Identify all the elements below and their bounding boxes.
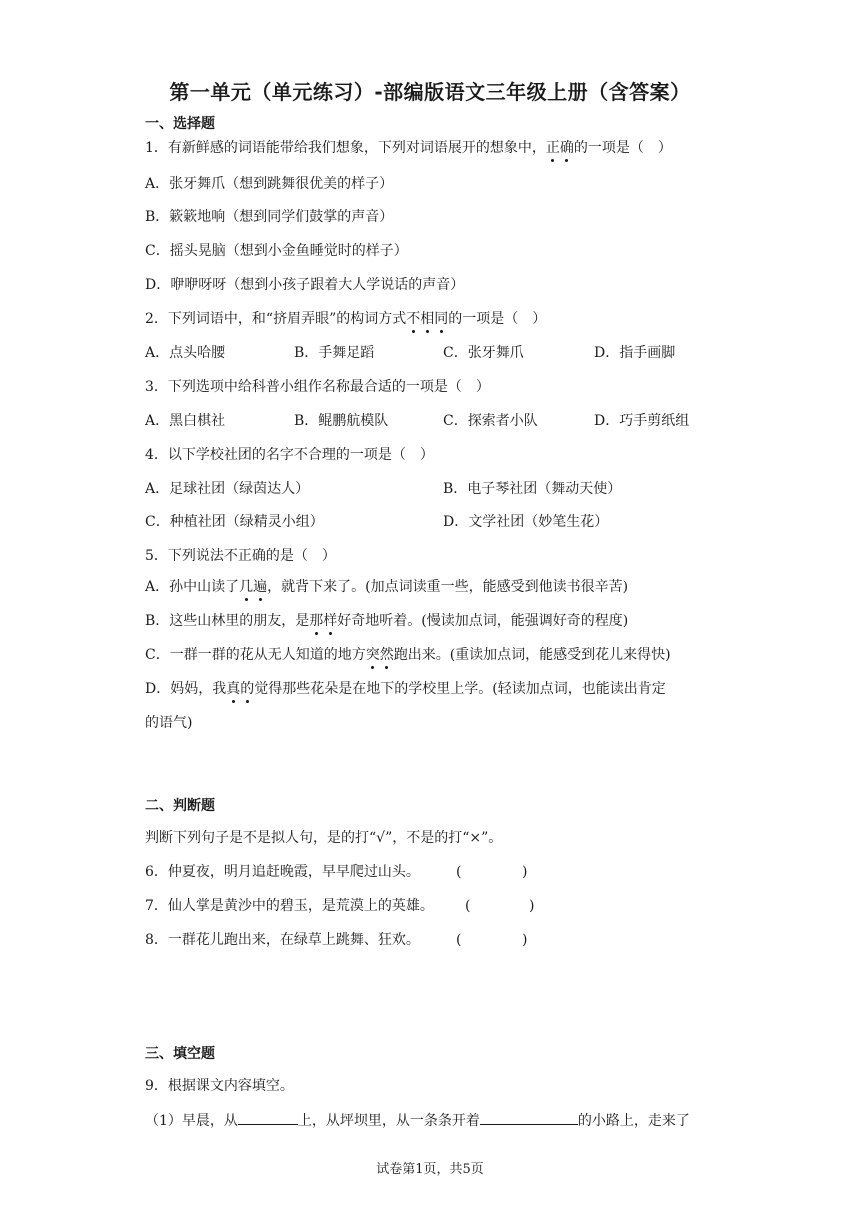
question-3-option-a: A．黑白棋社 bbox=[145, 413, 226, 429]
question-4-option-a: A．足球社团（绿茵达人） bbox=[145, 481, 310, 497]
answer-paren-8-close: ) bbox=[522, 932, 528, 948]
answer-paren-7-close: ) bbox=[529, 898, 535, 914]
judgement-instruction: 判断下列句子是不是拟人句，是的打“√”，不是的打“×”。 bbox=[145, 830, 503, 846]
question-4-option-b: B．电子琴社团（舞动天使） bbox=[443, 481, 622, 497]
page-title: 第一单元（单元练习）-部编版语文三年级上册（含答案） bbox=[169, 80, 691, 104]
question-2-option-c: C．张牙舞爪 bbox=[443, 345, 524, 361]
question-1-option-c: C．摇头晃脑（想到小金鱼睡觉时的样子） bbox=[145, 243, 408, 259]
question-7: 7．仙人掌是黄沙中的碧玉，是荒漠上的英雄。 bbox=[145, 898, 434, 914]
question-1-option-b: B．簌簌地响（想到同学们鼓掌的声音） bbox=[145, 209, 394, 225]
question-4-option-d: D．文学社团（妙笔生花） bbox=[443, 514, 609, 530]
question-4-option-c: C．种植社团（绿精灵小组） bbox=[145, 514, 324, 530]
question-9-1: （1）早晨，从 上，从坪坝里，从一条条开着 的小路上，走来了 bbox=[145, 1110, 690, 1131]
question-5-stem: 5．下列说法不正确的是（ ） bbox=[145, 548, 336, 564]
question-3-option-c: C．探索者小队 bbox=[443, 413, 538, 429]
question-3-stem: 3．下列选项中给科普小组作名称最合适的一项是（ ） bbox=[145, 379, 490, 395]
question-4-stem: 4．以下学校社团的名字不合理的一项是（ ） bbox=[145, 447, 434, 463]
section-heading-judgement: 二、判断题 bbox=[145, 798, 215, 814]
question-2-stem: 2．下列词语中，和“挤眉弄眼”的构词方式不相同的一项是（ ） bbox=[145, 311, 547, 327]
answer-paren-6-open: ( bbox=[456, 864, 462, 880]
fill-blank[interactable] bbox=[480, 1110, 578, 1125]
question-5-option-d: D．妈妈，我真的觉得那些花朵是在地下的学校里上学。(轻读加点词，也能读出肯定 bbox=[145, 681, 666, 697]
question-2-option-a: A．点头哈腰 bbox=[145, 345, 226, 361]
section-heading-choice: 一、选择题 bbox=[145, 116, 215, 132]
answer-paren-6-close: ) bbox=[522, 864, 528, 880]
question-5-option-c: C．一群一群的花从无人知道的地方突然跑出来。(重读加点词，能感受到花儿来得快) bbox=[145, 647, 671, 663]
question-5-option-a: A．孙中山读了几遍，就背下来了。(加点词读重一些，能感受到他读书很辛苦) bbox=[145, 579, 629, 595]
question-3-option-b: B．鲲鹏航模队 bbox=[294, 413, 389, 429]
question-6: 6．仲夏夜，明月追赶晚霞，早早爬过山头。 bbox=[145, 864, 420, 880]
question-5-option-d-continued: 的语气) bbox=[145, 715, 193, 731]
fill-blank[interactable] bbox=[238, 1110, 298, 1125]
question-1-option-d: D．咿咿呀呀（想到小孩子跟着大人学说话的声音） bbox=[145, 277, 465, 293]
answer-paren-8-open: ( bbox=[456, 932, 462, 948]
section-heading-fill-in: 三、填空题 bbox=[145, 1046, 215, 1062]
question-2-option-d: D．指手画脚 bbox=[594, 345, 676, 361]
question-1-option-a: A．张牙舞爪（想到跳舞很优美的样子） bbox=[145, 176, 394, 192]
question-8: 8．一群花儿跑出来，在绿草上跳舞、狂欢。 bbox=[145, 932, 420, 948]
question-3-option-d: D．巧手剪纸组 bbox=[594, 413, 690, 429]
question-9-stem: 9．根据课文内容填空。 bbox=[145, 1078, 294, 1094]
page-footer: 试卷第1页，共5页 bbox=[376, 1162, 484, 1177]
question-5-option-b: B．这些山林里的朋友，是那样好奇地听着。(慢读加点词，能强调好奇的程度) bbox=[145, 613, 629, 629]
question-1-stem: 1．有新鲜感的词语能带给我们想象，下列对词语展开的想象中，正确的一项是（ ） bbox=[145, 140, 672, 156]
question-2-option-b: B．手舞足蹈 bbox=[294, 345, 375, 361]
answer-paren-7-open: ( bbox=[465, 898, 471, 914]
